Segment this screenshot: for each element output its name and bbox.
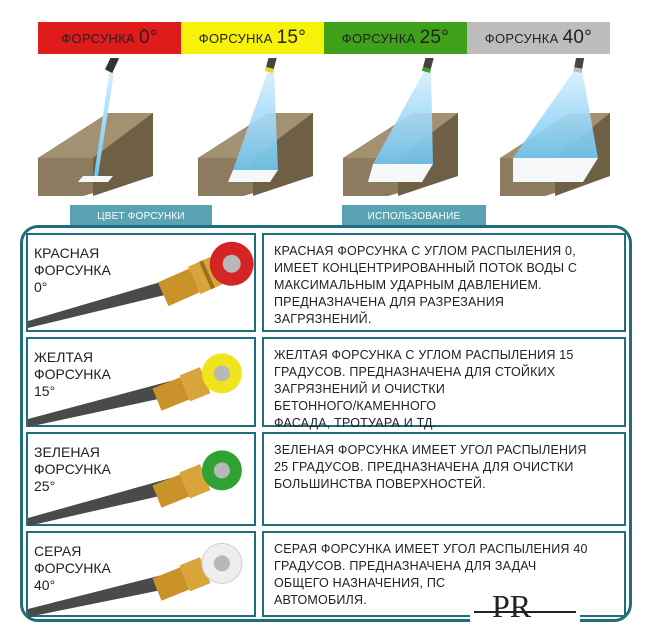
nozzle-image [28, 235, 258, 334]
nozzle-cell [26, 337, 256, 427]
usage-cell [262, 337, 626, 430]
nozzle-cell [26, 432, 256, 526]
spray-illustration-25 [343, 58, 458, 196]
nozzle-image [28, 533, 258, 619]
logo-text: PR [492, 588, 532, 624]
usage-cell [262, 432, 626, 526]
header-nozzle-label: ФОРСУНКА [341, 30, 416, 46]
spray-illustration-0 [38, 58, 153, 196]
nozzle-cell [26, 233, 256, 332]
header-nozzle-0 [38, 22, 181, 54]
usage-cell [262, 233, 626, 332]
header-nozzle-label: ФОРСУНКА [61, 30, 135, 46]
header-nozzle-degree: 0° [139, 27, 158, 48]
nozzle-name: КРАСНАЯ ФОРСУНКА 0° [34, 245, 111, 295]
nozzle-description: СЕРАЯ ФОРСУНКА ИМЕЕТ УГОЛ РАСПЫЛЕНИЯ 40 ГРАДУСОВ. ПРЕДНАЗНАЧЕНА ДЛЯ ЗАДАЧ ОБЩЕГО НАЗНАЧЕНИЯ, ПС АВТОМОБИЛЯ. [274, 542, 588, 607]
nozzle-name: СЕРАЯ ФОРСУНКА 40° [34, 543, 111, 593]
header-nozzle-label: ФОРСУНКА [198, 30, 273, 46]
spray-illustration-15 [198, 58, 313, 196]
nozzle-description: КРАСНАЯ ФОРСУНКА С УГЛОМ РАСПЫЛЕНИЯ 0, ИМЕЕТ КОНЦЕНТРИРОВАННЫЙ ПОТОК ВОДЫ С МАКСИМАЛЬНЫМ УДАРНЫМ ДАВЛЕНИЕМ. ПРЕДНАЗНАЧЕНА ДЛЯ РАЗРЕЗАНИЯ ЗАГРЯЗНЕНИЙ. [274, 244, 578, 326]
header-nozzle-40 [467, 22, 610, 54]
nozzle-description: ЖЕЛТАЯ ФОРСУНКА С УГЛОМ РАСПЫЛЕНИЯ 15 ГРАДУСОВ. ПРЕДНАЗНАЧЕНА ДЛЯ СТОЙКИХ ЗАГРЯЗНЕНИЙ И ОЧИСТКИ БЕТОННОГО/КАМЕННОГО ФАСАДА, ТРОТУАРА И ТД. [274, 348, 574, 430]
header-nozzle-degree: 25° [419, 27, 450, 48]
pr-logo [470, 585, 580, 625]
nozzle-header-bar [38, 22, 610, 54]
header-nozzle-degree: 15° [276, 27, 307, 48]
nozzle-description: ЗЕЛЕНАЯ ФОРСУНКА ИМЕЕТ УГОЛ РАСПЫЛЕНИЯ 25 ГРАДУСОВ. ПРЕДНАЗНАЧЕНА ДЛЯ ОЧИСТКИ БОЛЬШИНСТВА ПОВЕРХНОСТЕЙ. [274, 443, 587, 491]
header-nozzle-25 [324, 22, 467, 54]
table-row [26, 233, 626, 332]
header-nozzle-label: ФОРСУНКА [484, 30, 559, 46]
nozzle-image [28, 339, 258, 429]
nozzle-name: ЗЕЛЕНАЯ ФОРСУНКА 25° [34, 444, 111, 494]
spray-illustration-40 [500, 58, 610, 196]
usage-column-label: ИСПОЛЬЗОВАНИЕ [342, 205, 486, 227]
nozzle-image [28, 434, 258, 528]
spray-illustrations [38, 58, 610, 196]
header-nozzle-degree: 40° [562, 27, 593, 48]
header-nozzle-15 [181, 22, 324, 54]
color-column-label: ЦВЕТ ФОРСУНКИ [70, 205, 212, 227]
table-row [26, 337, 626, 430]
nozzle-name: ЖЕЛТАЯ ФОРСУНКА 15° [34, 349, 111, 399]
nozzle-cell [26, 531, 256, 617]
table-row [26, 432, 626, 526]
